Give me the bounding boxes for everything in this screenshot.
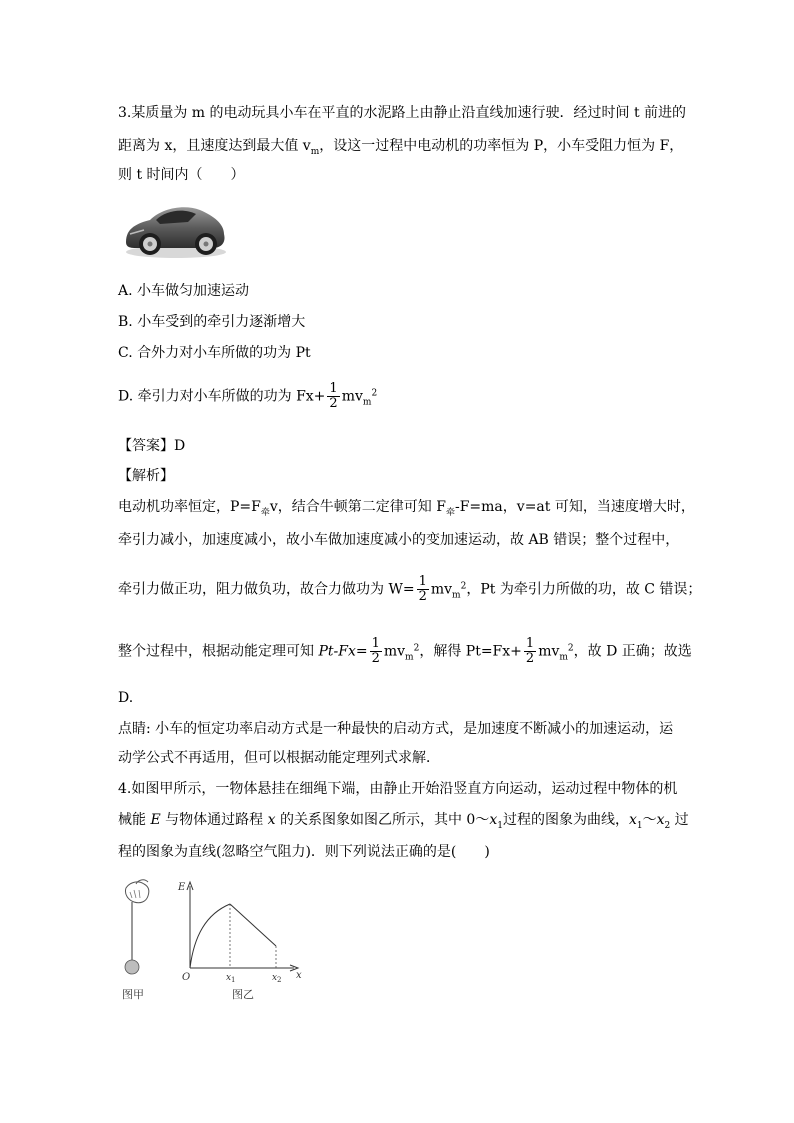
- tick-x1: x: [226, 973, 232, 983]
- figure-jia: [112, 876, 172, 1006]
- q4-stem-line3: 程的图象为直线(忽略空气阻力)．则下列说法正确的是( ): [118, 844, 490, 860]
- q3-analysis-line3: 牵引力做正功，阻力做负功，故合力做功为 W= $\frac{1}{2}$ $mv_m^2$，Pt 为牵引力所做的功，故 C 错误；: [118, 574, 702, 604]
- figure-yi-label: 图乙: [232, 988, 254, 1001]
- energy-line: [230, 904, 276, 946]
- q3-stem-line3: 则 t 时间内（ ）: [118, 167, 245, 183]
- axis-x-label: x: [296, 970, 302, 981]
- q3-answer: 【答案】D: [118, 438, 186, 454]
- q4-stem-line2: 械能 E 与物体通过路程 x 的关系图象如图乙所示，其中 $0\sim x_1$过程的图象为曲线，$x_1\sim x_2$ 过: [118, 812, 689, 831]
- figure-yi: [176, 876, 306, 1006]
- q3-stem-line2: 距离为 x，且速度达到最大值 $v_m$，设这一过程中电动机的功率恒为 P，小车受阻力恒为 F，: [118, 138, 684, 157]
- q3-option-c: C. 合外力对小车所做的功为 Pt: [118, 345, 311, 361]
- q3-analysis-title: 【解析】: [118, 468, 174, 484]
- q3-dianjing-line1: 点睛: 小车的恒定功率启动方式是一种最快的启动方式，是加速度不断减小的加速运动，运: [118, 721, 674, 737]
- q3-option-a: A. 小车做匀加速运动: [118, 283, 250, 299]
- q3-analysis-line2: 牵引力减小，加速度减小，故小车做加速度减小的变加速运动，故 AB 错误；整个过程中，: [118, 532, 680, 548]
- q3-option-b: B. 小车受到的牵引力逐渐增大: [118, 314, 306, 330]
- toy-car-image: [122, 200, 228, 262]
- axis-e-label: E: [178, 882, 186, 893]
- q3-analysis-line5: D.: [118, 690, 134, 706]
- q3-dianjing-line2: 动学公式不再适用，但可以根据动能定理列式求解．: [118, 750, 440, 766]
- origin-label: O: [182, 972, 191, 983]
- energy-curve: [190, 904, 230, 968]
- tick-x2-sub: 2: [277, 976, 282, 984]
- tick-x1-sub: 1: [231, 976, 236, 984]
- q3-analysis-line4: 整个过程中，根据动能定理可知 Pt-Fx= $\frac{1}{2}$ $mv_m^2$，解得 Pt=Fx+ $\frac{1}{2}$ $mv_m^2$，故 D 正确；故选: [118, 636, 692, 666]
- q3-stem-line1: 3.某质量为 m 的电动玩具小车在平直的水泥路上由静止沿直线加速行驶．经过时间 t 前进的: [118, 105, 687, 121]
- figure-jia-label: 图甲: [122, 988, 144, 1001]
- q3-analysis-line1: 电动机功率恒定，$P=F_牵v$，结合牛顿第二定律可知 $F_牵-F=ma$，v=at 可知，当速度增大时，: [118, 499, 695, 518]
- q3-option-d: D. 牵引力对小车所做的功为 Fx+ $\frac{1}{2}$ $mv_m^2$: [118, 381, 378, 411]
- q4-stem-line1: 4.如图甲所示，一物体悬挂在细绳下端，由静止开始沿竖直方向运动，运动过程中物体的机: [118, 781, 678, 797]
- tick-x2: x: [272, 973, 278, 983]
